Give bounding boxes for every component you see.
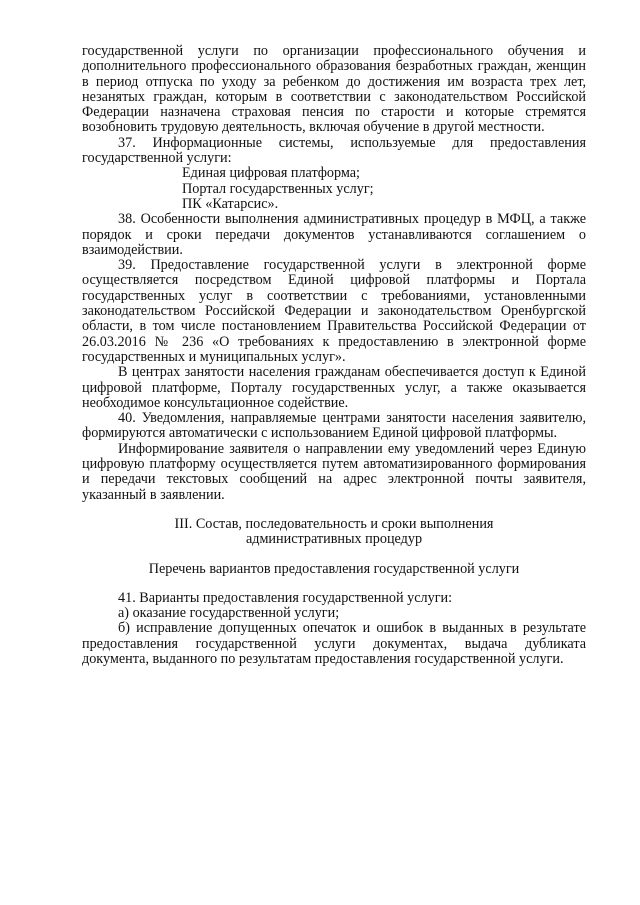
list-item-katarsis: ПК «Катарсис». <box>182 195 279 212</box>
paragraph-38: 38. Особенности выполнения административных процедур в МФЦ, а также порядок и сроки передачи документов устанавливаются соглашением о взаимодействии. <box>82 211 586 258</box>
paragraph-41: 41. Варианты предоставления государственной услуги: <box>118 589 453 606</box>
paragraph-41-b: б) исправление допущенных опечаток и ошибок в выданных в результате предоставления государственной услуги документах, выдача дубликата документа, выданного по результатам предоставления государственной услуги. <box>82 620 586 667</box>
section-title-line-2: административных процедур <box>245 531 423 548</box>
document-page <box>82 44 586 667</box>
paragraph-39: 39. Предоставление государственной услуги в электронной форме осуществляется посредством Единой цифровой платформы и Портала государственных услуг в соответствии с требованиями, установленными законодательством Российской Федерации и законодательством Оренбургской области, в том числе постановлением Правительства Российской Федерации от 26.03.2016 № 236 «О требованиях к предоставлению в электронной форме государственных и муниципальных услуг». <box>82 257 586 365</box>
section-title-line-1: III. Состав, последовательность и сроки выполнения <box>174 515 494 532</box>
paragraph-39-access: В центрах занятости населения гражданам обеспечивается доступ к Единой цифровой платформе, Порталу государственных услуг, а также оказывается необходимое консультационное содействие. <box>82 364 586 411</box>
paragraph-40-informing: Информирование заявителя о направлении ему уведомлений через Единую цифровую платформу осуществляется путем автоматизированного формирования и передачи текстовых сообщений на адрес электронной почты заявителя, указанный в заявлении. <box>82 440 586 503</box>
paragraph-continued: государственной услуги по организации профессионального обучения и дополнительного профессионального образования безработных граждан, женщин в период отпуска по уходу за ребенком до достижения им возраста трех лет, незанятых граждан, которым в соответствии с законодательством Российской Федерации назначена страховая пенсия по старости и которые стремятся возобновить трудовую деятельность, включая обучение в другой местности. <box>82 43 586 136</box>
section-subtitle: Перечень вариантов предоставления государственной услуги <box>148 560 520 577</box>
paragraph-40: 40. Уведомления, направляемые центрами занятости населения заявителю, формируются автоматически с использованием Единой цифровой платформы. <box>82 410 586 442</box>
paragraph-41-a: а) оказание государственной услуги; <box>118 605 340 622</box>
list-item-platform: Единая цифровая платформа; <box>182 165 360 182</box>
paragraph-37: 37. Информационные системы, используемые для предоставления государственной услуги: <box>82 134 586 167</box>
list-item-portal: Портал государственных услуг; <box>182 180 374 197</box>
